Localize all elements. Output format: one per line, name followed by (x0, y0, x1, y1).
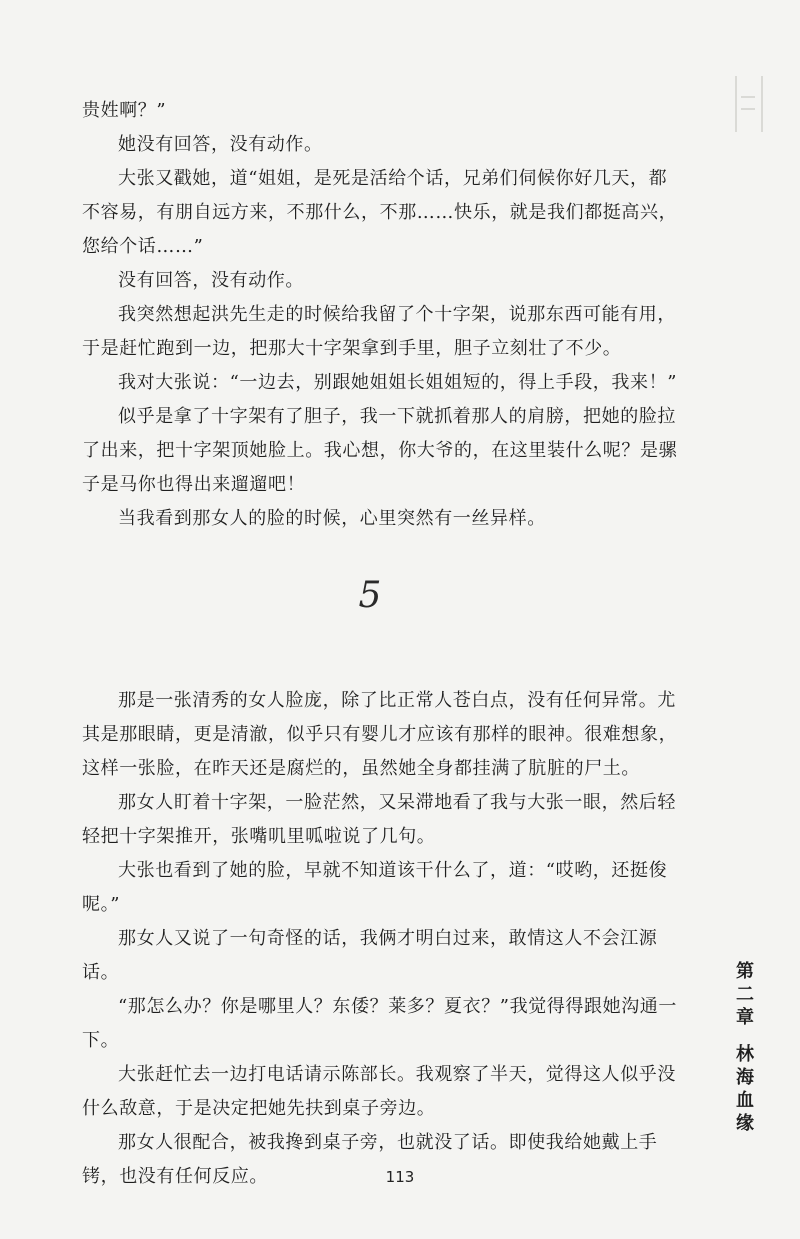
text-block-top (82, 94, 682, 536)
paragraph: 大张赶忙去一边打电话请示陈部长。我观察了半天，觉得这人似乎没什么敌意，于是决定把她先扶到桌子旁边。 (82, 1064, 676, 1119)
corner-ornament (735, 76, 763, 132)
paragraph: 似乎是拿了十字架有了胆子，我一下就抓着那人的肩膀，把她的脸拉了出来，把十字架顶她脸上。我心想，你大爷的，在这里装什么呢？是骡子是马你也得出来遛遛吧！ (82, 406, 678, 495)
chapter-title-char: 缘 (736, 1113, 754, 1134)
paragraph: “那怎么办？你是哪里人？东倭？莱多？夏衣？”我觉得得跟她沟通一下。 (82, 996, 678, 1051)
chapter-label-char: 章 (736, 1007, 754, 1028)
paragraph: 我对大张说：“一边去，别跟她姐姐长姐姐短的，得上手段，我来！” (118, 372, 678, 393)
paragraph: 当我看到那女人的脸的时候，心里突然有一丝异样。 (118, 508, 546, 529)
chapter-tab (730, 960, 760, 1135)
chapter-title-char: 血 (736, 1090, 754, 1111)
paragraph: 我突然想起洪先生走的时候给我留了个十字架，说那东西可能有用，于是赶忙跑到一边，把那大十字架拿到手里，胆子立刻壮了不少。 (82, 304, 676, 359)
paragraph: 贵姓啊？” (82, 100, 167, 121)
page-number: 113 (385, 1168, 415, 1186)
paragraph: 没有回答，没有动作。 (118, 270, 304, 291)
paragraph: 大张也看到了她的脸，早就不知道该干什么了，道：“哎哟，还挺俊呢。” (82, 860, 668, 915)
paragraph: 那是一张清秀的女人脸庞，除了比正常人苍白点，没有任何异常。尤其是那眼睛，更是清澈，似乎只有婴儿才应该有那样的眼神。很难想象，这样一张脸，在昨天还是腐烂的，虽然她全身都挂满了肮脏的尸土。 (82, 690, 678, 779)
paragraph: 那女人盯着十字架，一脸茫然，又呆滞地看了我与大张一眼，然后轻轻把十字架推开，张嘴叽里呱啦说了几句。 (82, 792, 676, 847)
chapter-title-char: 海 (736, 1067, 754, 1088)
paragraph: 那女人很配合，被我搀到桌子旁，也就没了话。即使我给她戴上手铐，也没有任何反应。 (82, 1132, 658, 1187)
text-block-bottom (82, 684, 682, 1194)
paragraph: 那女人又说了一句奇怪的话，我俩才明白过来，敢情这人不会江源话。 (82, 928, 658, 983)
chapter-label-char: 二 (736, 984, 754, 1005)
chapter-label-char: 第 (736, 961, 754, 982)
chapter-title-char: 林 (736, 1044, 754, 1065)
paragraph: 她没有回答，没有动作。 (118, 134, 323, 155)
section-number: 5 (358, 575, 382, 616)
paragraph: 大张又戳她，道“姐姐，是死是活给个话，兄弟们伺候你好几天，都不容易，有朋自远方来，不那什么，不那……快乐，就是我们都挺高兴，您给个话……” (82, 168, 678, 257)
